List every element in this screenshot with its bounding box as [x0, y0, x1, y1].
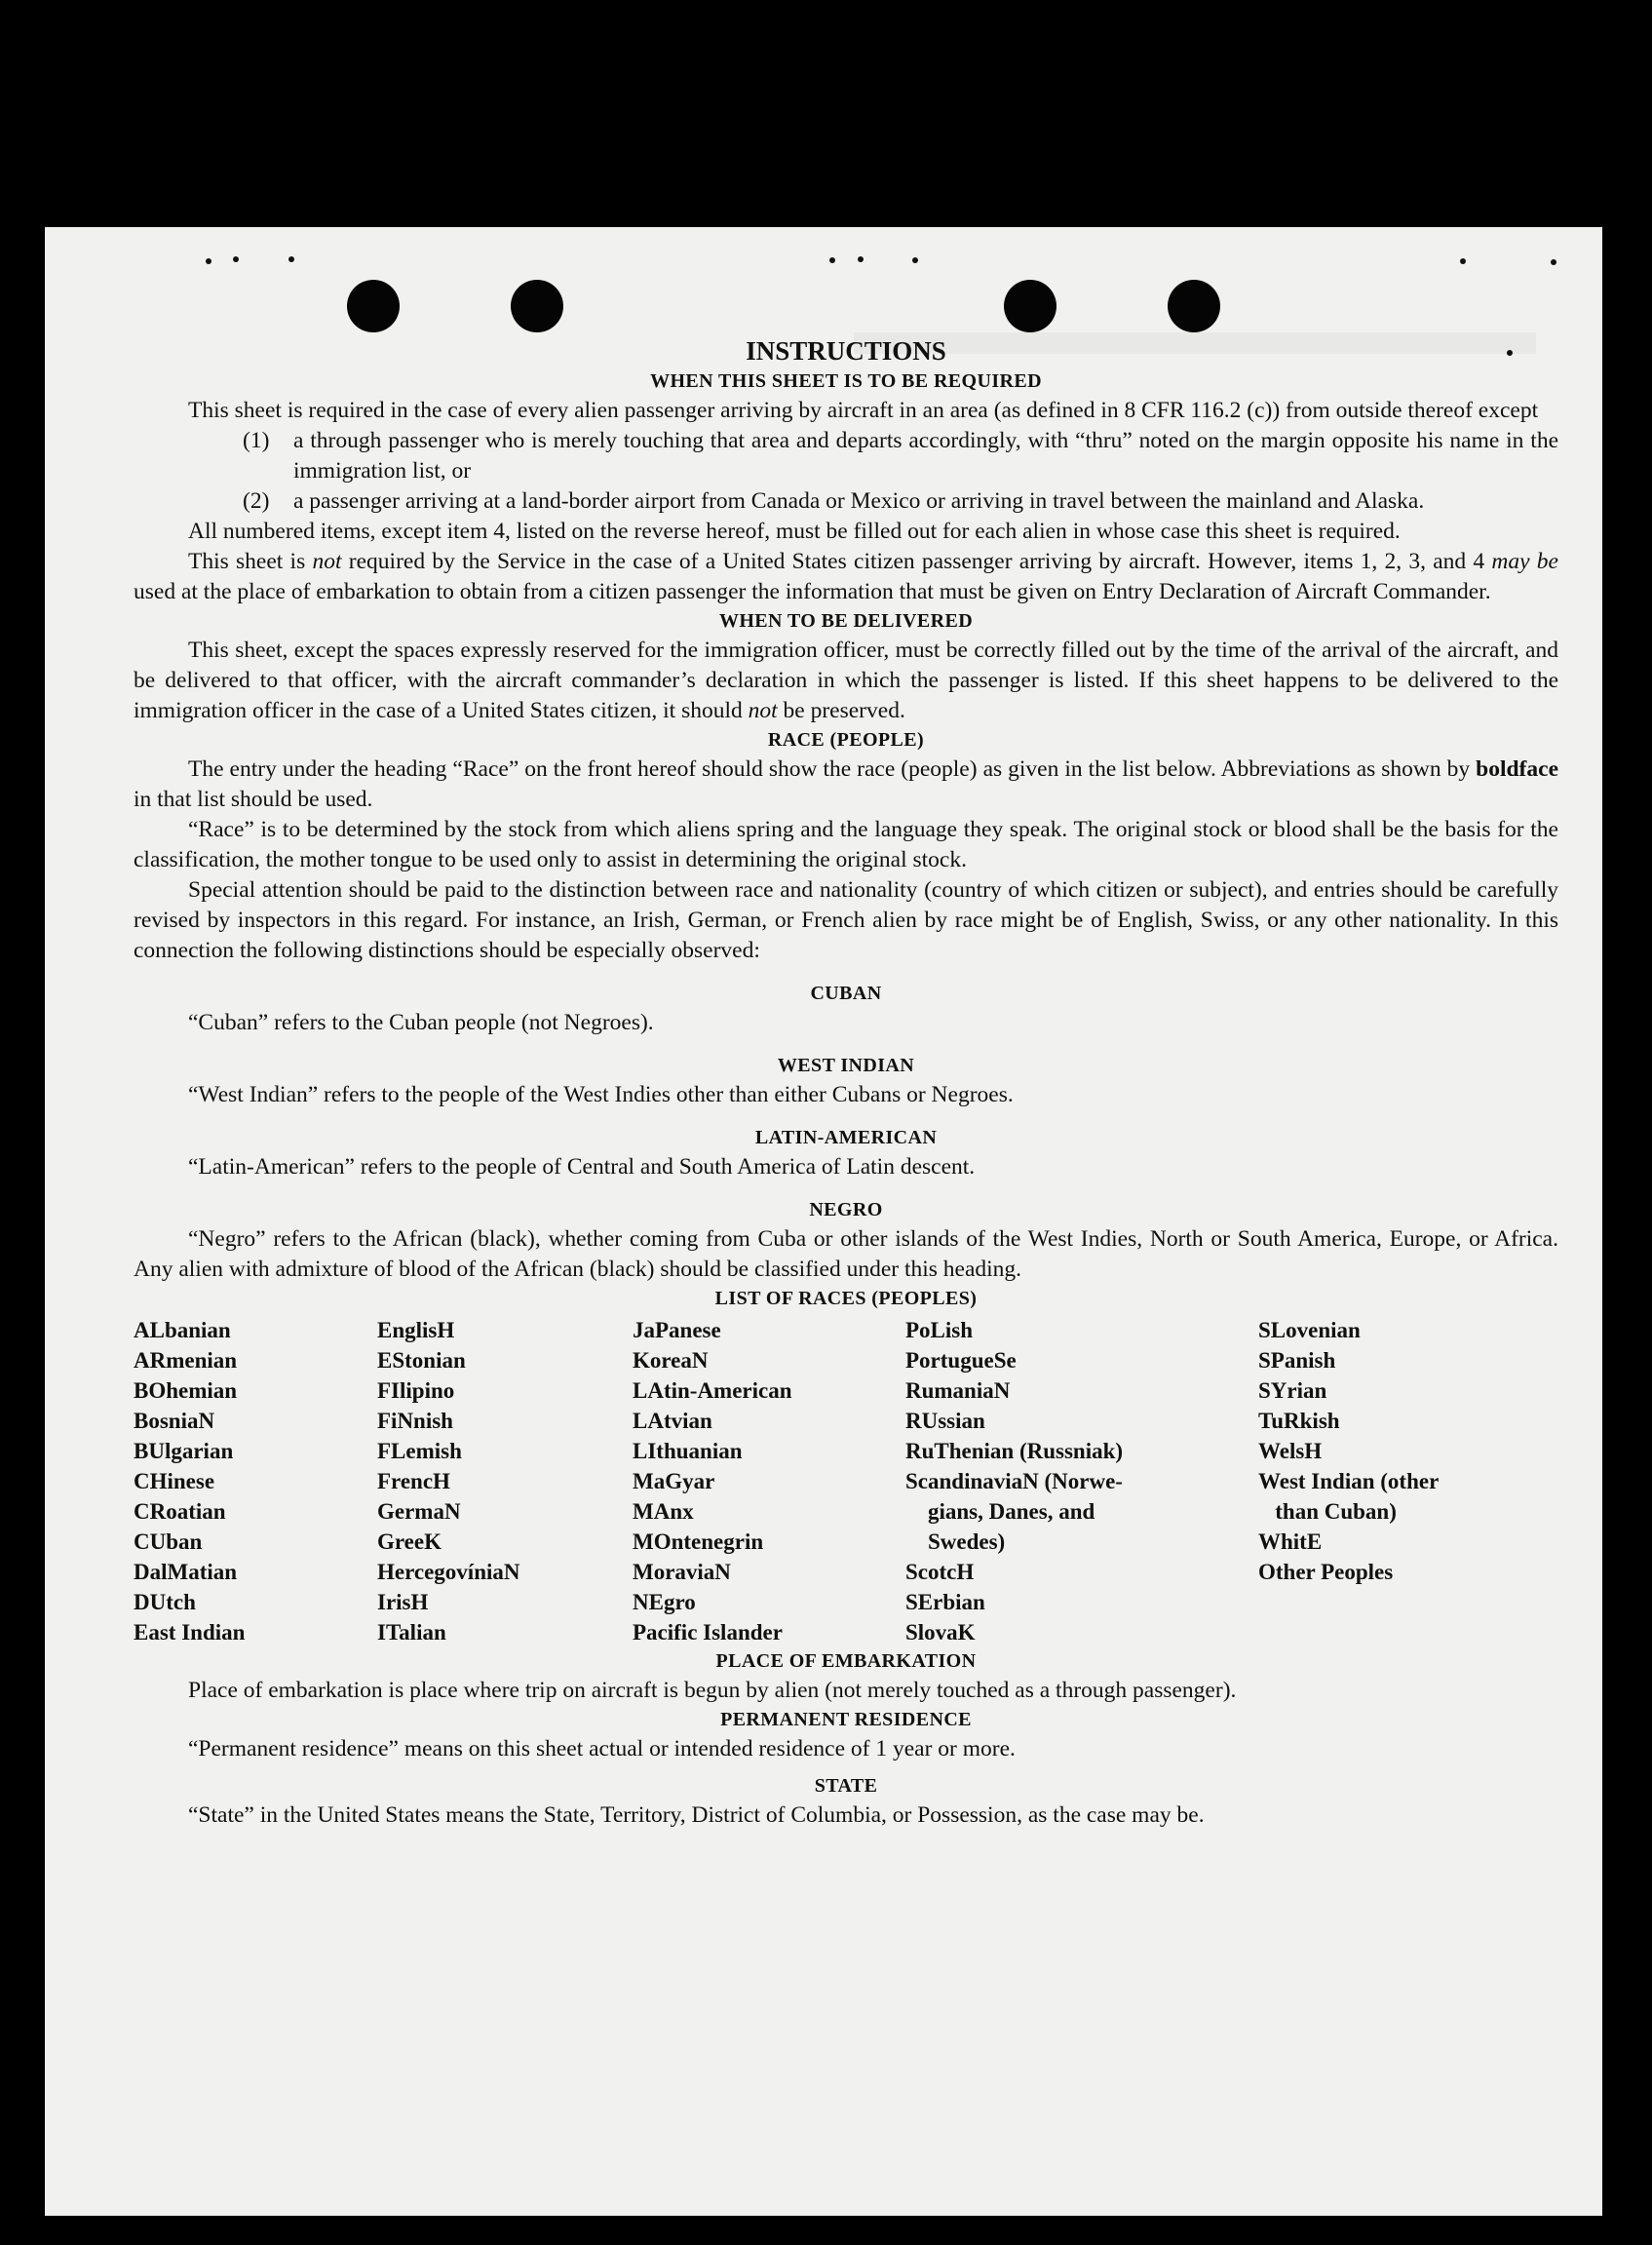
heading-latin-american: LATIN-AMERICAN	[754, 1127, 938, 1148]
item-text: a through passenger who is merely touching that area and departs accordingly, with “thru” noted on the margin opposite his name in the immigration list, or	[293, 428, 1558, 484]
heading-west-indian: WEST INDIAN	[777, 1055, 915, 1076]
bold-text: boldface	[1476, 756, 1558, 782]
speck	[206, 258, 211, 264]
heading-negro: NEGRO	[809, 1199, 883, 1220]
emphasis: not	[748, 698, 778, 723]
race-entry: EStonian	[377, 1348, 466, 1373]
race-entry: MoraviaN	[633, 1560, 731, 1584]
race-entry: JaPanese	[633, 1318, 721, 1342]
race-entry: KoreaN	[633, 1348, 709, 1373]
heading-when-delivered: WHEN TO BE DELIVERED	[718, 610, 974, 632]
paragraph	[134, 547, 1558, 607]
item-number: (2)	[243, 488, 270, 514]
race-entry: MAnx	[633, 1499, 694, 1524]
punch-hole-2	[511, 280, 563, 332]
page-title: INSTRUCTIONS	[746, 336, 946, 366]
race-entry: PoLish	[905, 1318, 974, 1342]
race-entry: West Indian (other	[1258, 1469, 1440, 1493]
punch-hole-3	[1004, 280, 1057, 332]
speck	[829, 257, 835, 263]
text-run: The entry under the heading “Race” on the front hereof should show the race (people) as given in the list below. Abbreviations as shown by	[188, 756, 1477, 782]
paragraph: “Permanent residence” means on this sheet actual or intended residence of 1 year or more.	[188, 1736, 1016, 1761]
race-entry: GermaN	[377, 1499, 461, 1524]
text-run: used at the place of embarkation to obtain from a citizen passenger the information that must be given on Entry Declaration of Aircraft Commander.	[134, 579, 1491, 604]
race-entry: WhitE	[1258, 1529, 1323, 1554]
race-column	[134, 1315, 377, 1647]
heading-state: STATE	[814, 1775, 878, 1797]
heading-cuban: CUBAN	[810, 983, 882, 1004]
race-entry: FiNnish	[377, 1409, 453, 1433]
paragraph: Place of embarkation is place where trip on aircraft is begun by alien (not merely touched as a through passenger).	[188, 1678, 1237, 1703]
speck	[858, 256, 864, 262]
race-entry: CUban	[134, 1529, 203, 1554]
race-entry: SYrian	[1258, 1378, 1327, 1403]
race-entry: EnglisH	[377, 1318, 455, 1342]
heading-when-required: WHEN THIS SHEET IS TO BE REQUIRED	[650, 370, 1042, 392]
emphasis: not	[312, 549, 342, 574]
emphasis: may be	[1491, 549, 1558, 574]
speck	[233, 256, 239, 262]
paragraph: “Negro” refers to the African (black), whether coming from Cuba or other islands of the West Indies, North or South America, Europe, or Africa. Any alien with admixture of blood of the African (black) should be classified under this heading.	[134, 1226, 1558, 1282]
paragraph	[134, 755, 1558, 815]
race-entry: gians, Danes, and	[905, 1499, 1095, 1524]
race-entry: GreeK	[377, 1529, 442, 1554]
speck	[288, 256, 294, 262]
heading-race: RACE (PEOPLE)	[767, 729, 925, 751]
heading-permanent-residence: PERMANENT RESIDENCE	[720, 1709, 972, 1730]
race-entry: CRoatian	[134, 1499, 226, 1524]
paragraph: “West Indian” refers to the people of the West Indies other than either Cubans or Negroes.	[188, 1082, 1014, 1107]
race-column	[377, 1315, 633, 1647]
race-entry: FrencH	[377, 1469, 450, 1493]
race-entry: than Cuban)	[1258, 1499, 1397, 1524]
race-entry: ALbanian	[134, 1318, 231, 1342]
race-entry: Other Peoples	[1258, 1560, 1394, 1584]
race-list	[134, 1315, 1558, 1647]
paragraph: “Cuban” refers to the Cuban people (not Negroes).	[188, 1010, 654, 1035]
race-entry: LAtvian	[633, 1409, 712, 1433]
list-item	[134, 426, 1558, 486]
race-entry: Pacific Islander	[633, 1620, 783, 1645]
paragraph: This sheet is required in the case of every alien passenger arriving by aircraft in an area (as defined in 8 CFR 116.2 (c)) from outside thereof except	[188, 398, 1539, 423]
item-number: (1)	[243, 428, 270, 453]
race-entry: BosniaN	[134, 1409, 215, 1433]
race-entry: MaGyar	[633, 1469, 715, 1493]
paragraph: All numbered items, except item 4, listed on the reverse hereof, must be filled out for each alien in whose case this sheet is required.	[188, 519, 1401, 544]
race-entry: BOhemian	[134, 1378, 238, 1403]
punch-hole-4	[1168, 280, 1220, 332]
race-entry: FLemish	[377, 1439, 462, 1463]
punch-hole-1	[347, 280, 400, 332]
race-entry: MOntenegrin	[633, 1529, 764, 1554]
speck	[1551, 259, 1556, 265]
race-entry: RumaniaN	[905, 1378, 1011, 1403]
race-entry: ScotcH	[905, 1560, 975, 1584]
text-run: required by the Service in the case of a United States citizen passenger arriving by aircraft. However, items 1, 2, 3, and 4	[341, 549, 1492, 574]
race-entry: LAtin-American	[633, 1378, 792, 1403]
speck	[1460, 258, 1466, 264]
heading-list-of-races: LIST OF RACES (PEOPLES)	[714, 1288, 978, 1309]
race-entry: DalMatian	[134, 1560, 238, 1584]
race-entry: ITalian	[377, 1620, 446, 1645]
race-column	[1258, 1315, 1558, 1647]
race-entry: ScandinaviaN (Norwe-	[905, 1469, 1123, 1493]
paragraph: “Latin-American” refers to the people of Central and South America of Latin descent.	[188, 1154, 976, 1180]
paragraph	[134, 636, 1558, 726]
paragraph: “Race” is to be determined by the stock from which aliens spring and the language they speak. The original stock or blood shall be the basis for the classification, the mother tongue to be used only to assist in determining the original stock.	[134, 817, 1558, 872]
text-run: This sheet, except the spaces expressly reserved for the immigration officer, must be correctly filled out by the time of the arrival of the aircraft, and be delivered to that officer, with the aircraft commander’s declaration in which the passenger is listed. If this sheet happens to be delivered to the immigration officer in the case of a United States citizen, it should	[134, 638, 1558, 723]
speck	[912, 257, 918, 263]
race-entry: SErbian	[905, 1590, 985, 1614]
race-entry: DUtch	[134, 1590, 196, 1614]
race-entry: FIlipino	[377, 1378, 455, 1403]
race-entry: SPanish	[1258, 1348, 1336, 1373]
race-entry: PortugueSe	[905, 1348, 1017, 1373]
heading-embarkation: PLACE OF EMBARKATION	[715, 1650, 977, 1672]
text-run: This sheet is	[188, 549, 313, 574]
text-run: in that list should be used.	[134, 787, 373, 812]
text-run: be preserved.	[777, 698, 905, 723]
race-entry: Swedes)	[905, 1529, 1006, 1554]
race-entry: NEgro	[633, 1590, 696, 1614]
race-column	[633, 1315, 905, 1647]
paragraph: Special attention should be paid to the distinction between race and nationality (country of which citizen or subject), and entries should be carefully revised by inspectors in this regard. For instance, an Irish, German, or French alien by race might be of English, Swiss, or any other nationality. In this connection the following distinctions should be especially observed:	[134, 877, 1558, 963]
race-entry: BUlgarian	[134, 1439, 234, 1463]
race-entry: WelsH	[1258, 1439, 1323, 1463]
instructions-content	[134, 334, 1558, 1831]
race-entry: HercegovíniaN	[377, 1560, 520, 1584]
paragraph: “State” in the United States means the State, Territory, District of Columbia, or Possession, as the case may be.	[188, 1802, 1205, 1828]
race-entry: LIthuanian	[633, 1439, 743, 1463]
document-sheet	[45, 227, 1602, 2216]
item-text: a passenger arriving at a land-border airport from Canada or Mexico or arriving in travel between the mainland and Alaska.	[293, 488, 1425, 514]
race-entry: IrisH	[377, 1590, 429, 1614]
race-entry: SlovaK	[905, 1620, 976, 1645]
list-item	[134, 486, 1558, 517]
race-entry: SLovenian	[1258, 1318, 1361, 1342]
race-column	[905, 1315, 1258, 1647]
race-entry: CHinese	[134, 1469, 215, 1493]
race-entry: RuThenian (Russniak)	[905, 1439, 1124, 1463]
race-entry: RUssian	[905, 1409, 985, 1433]
race-entry: ARmenian	[134, 1348, 238, 1373]
race-entry: TuRkish	[1258, 1409, 1340, 1433]
race-entry: East Indian	[134, 1620, 246, 1645]
